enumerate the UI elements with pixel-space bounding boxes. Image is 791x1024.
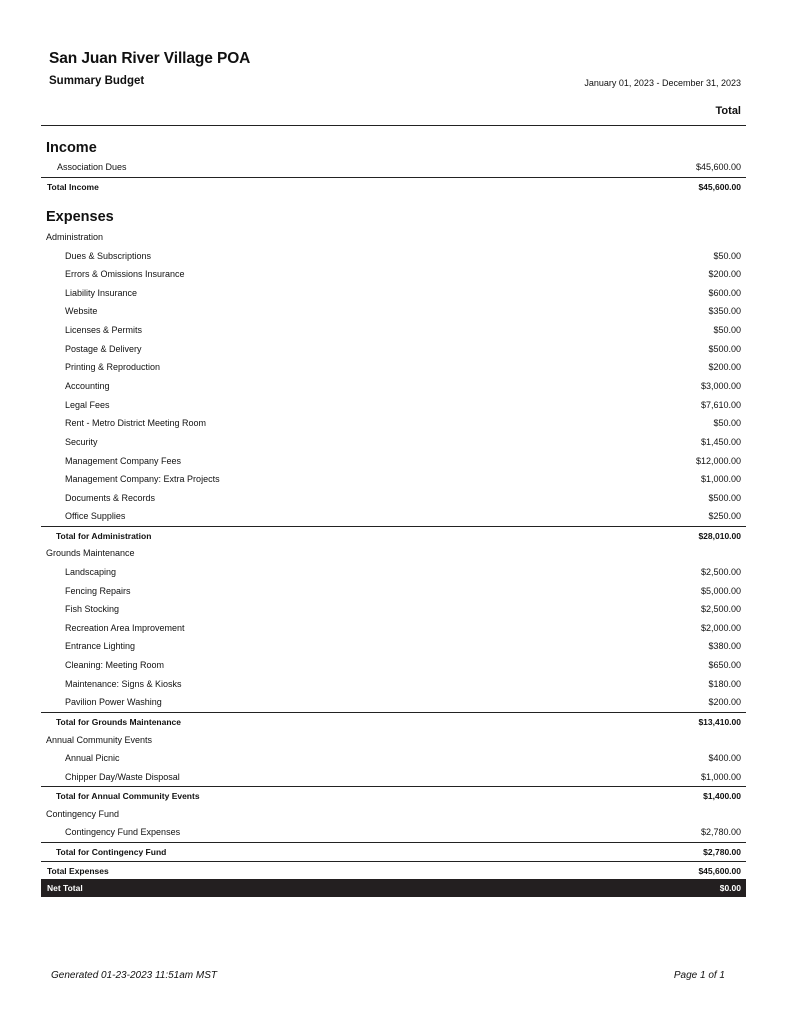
line-item-row bbox=[41, 377, 746, 395]
row-amount: $500.00 bbox=[708, 493, 741, 503]
row-label: Landscaping bbox=[65, 567, 117, 577]
row-label: Annual Community Events bbox=[46, 735, 153, 745]
row-label: Contingency Fund bbox=[46, 809, 120, 819]
section-header bbox=[41, 137, 746, 159]
row-label: Management Company Fees bbox=[65, 456, 182, 466]
line-item-row bbox=[41, 563, 746, 581]
line-item-row bbox=[41, 340, 746, 358]
org-name: San Juan River Village POA bbox=[49, 50, 251, 67]
line-item-row bbox=[41, 302, 746, 320]
row-amount: $50.00 bbox=[713, 251, 741, 261]
row-amount: $350.00 bbox=[708, 306, 741, 316]
line-item-row bbox=[41, 749, 746, 767]
row-label: Legal Fees bbox=[65, 400, 110, 410]
row-amount: $180.00 bbox=[708, 679, 741, 689]
section-header bbox=[41, 206, 746, 228]
line-item-row bbox=[41, 396, 746, 414]
row-label: Website bbox=[65, 306, 98, 316]
row-label: Pavilion Power Washing bbox=[65, 697, 162, 707]
line-item-row bbox=[41, 284, 746, 302]
row-amount: $12,000.00 bbox=[695, 456, 741, 466]
row-label: Office Supplies bbox=[65, 511, 126, 521]
row-amount: $2,500.00 bbox=[700, 567, 741, 577]
row-amount: $50.00 bbox=[713, 325, 741, 335]
row-amount: $400.00 bbox=[708, 753, 741, 763]
row-label: Documents & Records bbox=[65, 493, 156, 503]
row-amount: $200.00 bbox=[708, 269, 741, 279]
row-label: Total for Contingency Fund bbox=[56, 846, 167, 857]
row-label: Annual Picnic bbox=[65, 753, 120, 763]
footer-page-number: Page 1 of 1 bbox=[673, 970, 725, 981]
footer-generated: Generated 01-23-2023 11:51am MST bbox=[51, 970, 218, 981]
row-label: Entrance Lighting bbox=[65, 641, 136, 651]
report-title: Summary Budget bbox=[49, 75, 145, 87]
row-amount: $7,610.00 bbox=[700, 400, 741, 410]
row-amount: $45,600.00 bbox=[695, 162, 741, 172]
date-range: January 01, 2023 - December 31, 2023 bbox=[584, 78, 741, 88]
row-amount: $1,000.00 bbox=[700, 474, 741, 484]
row-amount: $5,000.00 bbox=[700, 586, 741, 596]
row-amount: $650.00 bbox=[708, 660, 741, 670]
row-label: Income bbox=[46, 140, 97, 156]
line-item-row bbox=[41, 768, 746, 786]
row-amount: $45,600.00 bbox=[698, 865, 741, 876]
line-item-row bbox=[41, 489, 746, 507]
row-label: Total for Annual Community Events bbox=[56, 790, 200, 801]
row-amount: $500.00 bbox=[708, 344, 741, 354]
row-label: Accounting bbox=[65, 381, 110, 391]
row-label: Management Company: Extra Projects bbox=[65, 474, 220, 484]
column-header-total: Total bbox=[715, 105, 741, 117]
line-item-row bbox=[41, 619, 746, 637]
row-amount: $13,410.00 bbox=[698, 716, 741, 727]
row-label: Total Income bbox=[47, 181, 99, 192]
row-amount: $45,600.00 bbox=[698, 181, 741, 192]
total-row bbox=[41, 526, 746, 544]
category-row bbox=[41, 805, 746, 823]
row-amount: $50.00 bbox=[713, 418, 741, 428]
line-item-row bbox=[41, 693, 746, 711]
row-label: Errors & Omissions Insurance bbox=[65, 269, 185, 279]
row-label: Recreation Area Improvement bbox=[65, 623, 185, 633]
net-total-row bbox=[41, 879, 746, 897]
row-label: Maintenance: Signs & Kiosks bbox=[65, 679, 182, 689]
row-label: Licenses & Permits bbox=[65, 325, 143, 335]
row-label: Printing & Reproduction bbox=[65, 362, 161, 372]
line-item-row bbox=[41, 265, 746, 283]
total-row bbox=[41, 861, 746, 879]
total-row bbox=[41, 786, 746, 804]
row-amount: $0.00 bbox=[719, 883, 741, 893]
row-label: Association Dues bbox=[57, 162, 127, 172]
row-amount: $200.00 bbox=[708, 697, 741, 707]
line-item-row bbox=[41, 675, 746, 693]
line-item-row bbox=[41, 358, 746, 376]
row-label: Grounds Maintenance bbox=[46, 548, 135, 558]
line-item-row bbox=[41, 823, 746, 841]
line-item-row bbox=[41, 158, 746, 176]
header-divider bbox=[41, 125, 746, 126]
row-label: Rent - Metro District Meeting Room bbox=[65, 418, 207, 428]
line-item-row bbox=[41, 470, 746, 488]
row-amount: $2,780.00 bbox=[700, 827, 741, 837]
row-label: Postage & Delivery bbox=[65, 344, 142, 354]
line-item-row bbox=[41, 433, 746, 451]
row-amount: $28,010.00 bbox=[698, 530, 741, 541]
row-label: Fencing Repairs bbox=[65, 586, 131, 596]
row-amount: $1,000.00 bbox=[700, 772, 741, 782]
line-item-row bbox=[41, 247, 746, 265]
category-row bbox=[41, 228, 746, 246]
row-label: Chipper Day/Waste Disposal bbox=[65, 772, 180, 782]
row-label: Dues & Subscriptions bbox=[65, 251, 152, 261]
row-label: Cleaning: Meeting Room bbox=[65, 660, 165, 670]
total-row bbox=[41, 177, 746, 195]
row-amount: $3,000.00 bbox=[700, 381, 741, 391]
row-amount: $1,400.00 bbox=[703, 790, 741, 801]
row-amount: $1,450.00 bbox=[700, 437, 741, 447]
row-amount: $2,780.00 bbox=[703, 846, 741, 857]
row-label: Security bbox=[65, 437, 98, 447]
row-label: Total Expenses bbox=[47, 865, 109, 876]
line-item-row bbox=[41, 656, 746, 674]
line-item-row bbox=[41, 582, 746, 600]
line-item-row bbox=[41, 414, 746, 432]
row-amount: $200.00 bbox=[708, 362, 741, 372]
row-label: Total for Grounds Maintenance bbox=[56, 716, 181, 727]
row-amount: $600.00 bbox=[708, 288, 741, 298]
row-amount: $2,500.00 bbox=[700, 604, 741, 614]
category-row bbox=[41, 731, 746, 749]
line-item-row bbox=[41, 637, 746, 655]
row-label: Total for Administration bbox=[56, 530, 152, 541]
row-amount: $250.00 bbox=[708, 511, 741, 521]
row-label: Liability Insurance bbox=[65, 288, 138, 298]
row-label: Fish Stocking bbox=[65, 604, 120, 614]
line-item-row bbox=[41, 321, 746, 339]
row-amount: $2,000.00 bbox=[700, 623, 741, 633]
line-item-row bbox=[41, 600, 746, 618]
total-row bbox=[41, 712, 746, 730]
row-amount: $380.00 bbox=[708, 641, 741, 651]
category-row bbox=[41, 544, 746, 562]
row-label: Expenses bbox=[46, 209, 114, 225]
total-row bbox=[41, 842, 746, 860]
line-item-row bbox=[41, 507, 746, 525]
line-item-row bbox=[41, 452, 746, 470]
row-label: Administration bbox=[46, 232, 104, 242]
row-label: Net Total bbox=[47, 883, 83, 893]
row-label: Contingency Fund Expenses bbox=[65, 827, 181, 837]
